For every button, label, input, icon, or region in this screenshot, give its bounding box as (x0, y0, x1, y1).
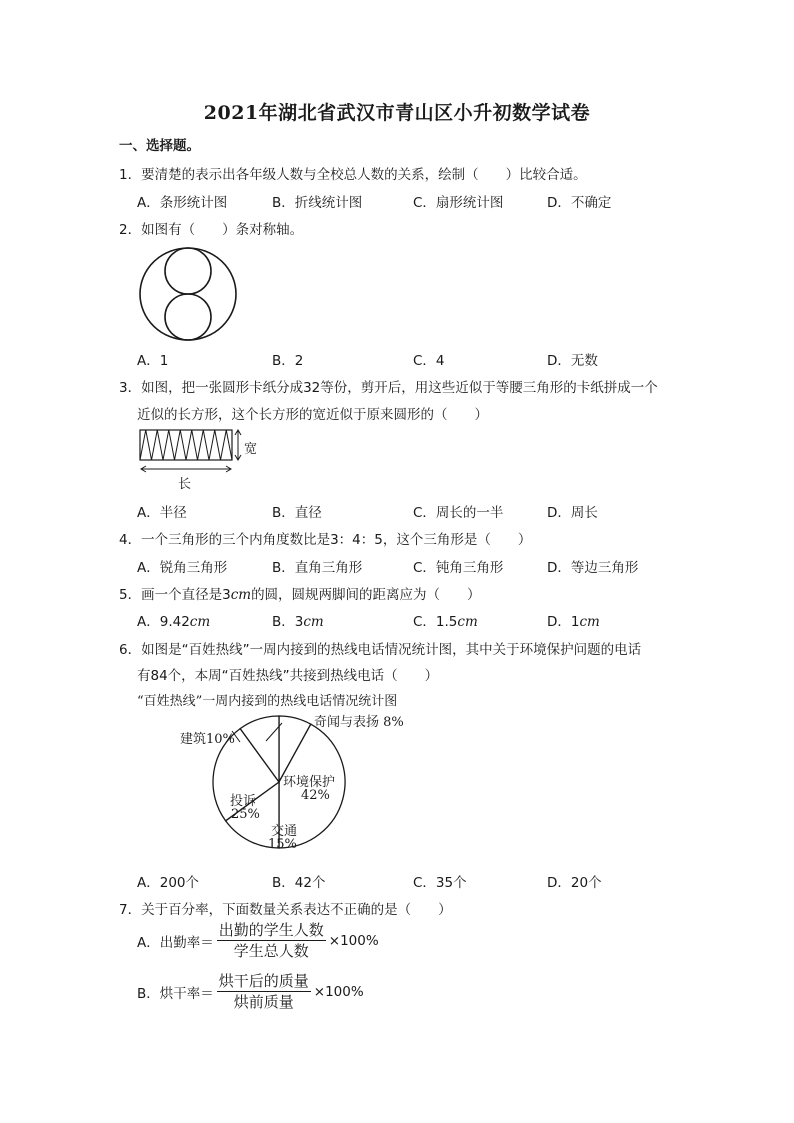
question-3-stem-line2: 近似的长方形，这个长方形的宽近似于原来圆形的（ ） (137, 407, 488, 423)
q6-option-a[interactable]: A．200个 (137, 875, 200, 891)
q1-option-c[interactable]: C．扇形统计图 (413, 195, 504, 211)
question-6-stem-line1: 6．如图是“百姓热线”一周内接到的热线电话情况统计图，其中关于环境保护问题的电话 (119, 642, 642, 658)
slice-label-complaint: 投诉 (230, 794, 257, 809)
q3-length-label: 长 (178, 477, 192, 492)
question-5-stem: 5．画一个直径是3cm的圆，圆规两脚间的距离应为（ ） (119, 587, 481, 603)
q6-option-d[interactable]: D．20个 (547, 875, 602, 891)
q2-option-d[interactable]: D．无数 (547, 353, 598, 369)
q7-option-a[interactable]: A．出勤率＝ $\frac{\text{出勤的学生人数}}{\text{学生总人数}}$ ×100% (137, 921, 379, 960)
q1-option-b[interactable]: B．折线统计图 (272, 195, 363, 211)
q3-option-a[interactable]: A．半径 (137, 505, 187, 521)
q4-option-b[interactable]: B．直角三角形 (272, 560, 363, 576)
q4-option-c[interactable]: C．钝角三角形 (413, 560, 504, 576)
q4-option-d[interactable]: D．等边三角形 (547, 560, 639, 576)
slice-label-build: 建筑10% (180, 732, 235, 747)
q5-option-c[interactable]: C．1.5cm (413, 614, 478, 630)
q3-option-c[interactable]: C．周长的一半 (413, 505, 504, 521)
slice-label-complaint-pct: 25% (231, 807, 260, 822)
q3-rectangle-figure (138, 427, 268, 491)
question-1-stem: 1．要清楚的表示出各年级人数与全校总人数的关系，绘制（ ）比较合适。 (119, 167, 587, 183)
q3-option-b[interactable]: B．直径 (272, 505, 322, 521)
question-7-stem: 7．关于百分率，下面数量关系表达不正确的是（ ） (119, 902, 452, 918)
slice-label-traffic-pct: 15% (268, 837, 297, 852)
q7-a-fraction: $\frac{\text{出勤的学生人数}}{\text{学生总人数}}$ (218, 921, 324, 960)
q2-option-b[interactable]: B．2 (272, 353, 304, 369)
question-4-stem: 4．一个三角形的三个内角度数比是3：4：5，这个三角形是（ ） (119, 532, 532, 548)
pie-chart-title: “百姓热线”一周内接到的热线电话情况统计图 (137, 694, 398, 709)
q2-option-a[interactable]: A．1 (137, 353, 169, 369)
q3-option-d[interactable]: D．周长 (547, 505, 598, 521)
q5-option-b[interactable]: B．3cm (272, 614, 324, 630)
q6-option-b[interactable]: B．42个 (272, 875, 326, 891)
q1-option-a[interactable]: A．条形统计图 (137, 195, 228, 211)
slice-label-traffic: 交通 (271, 824, 298, 839)
q2-option-c[interactable]: C．4 (413, 353, 445, 369)
lower-inner-circle (165, 294, 211, 340)
slice-label-env: 环境保护 (283, 775, 336, 790)
q1-option-d[interactable]: D．不确定 (547, 195, 612, 211)
q6-option-c[interactable]: C．35个 (413, 875, 467, 891)
q2-circle-figure (138, 246, 240, 342)
q3-width-label: 宽 (244, 442, 258, 457)
q5-option-d[interactable]: D．1cm (547, 614, 600, 630)
question-6-stem-line2: 有84个，本周“百姓热线”共接到热线电话（ ） (137, 668, 439, 684)
q5-option-a[interactable]: A．9.42cm (137, 614, 211, 630)
upper-inner-circle (165, 248, 211, 294)
question-3-stem-line1: 3．如图，把一张圆形卡纸分成32等份，剪开后，用这些近似于等腰三角形的卡纸拼成一个 (119, 380, 658, 396)
question-2-stem: 2．如图有（ ）条对称轴。 (119, 222, 304, 238)
paper-title: 2021年湖北省武汉市青山区小升初数学试卷 (203, 102, 591, 124)
section-heading: 一、选择题。 (119, 138, 200, 154)
slice-label-news: 奇闻与表扬 8% (314, 715, 404, 730)
slice-label-env-pct: 42% (301, 788, 330, 803)
q4-option-a[interactable]: A．锐角三角形 (137, 560, 228, 576)
q7-option-b[interactable]: B．烘干率＝ $\frac{\text{烘干后的质量}}{\text{烘前质量}}$ ×100% (137, 972, 364, 1011)
q7-b-fraction: $\frac{\text{烘干后的质量}}{\text{烘前质量}}$ (218, 972, 309, 1011)
